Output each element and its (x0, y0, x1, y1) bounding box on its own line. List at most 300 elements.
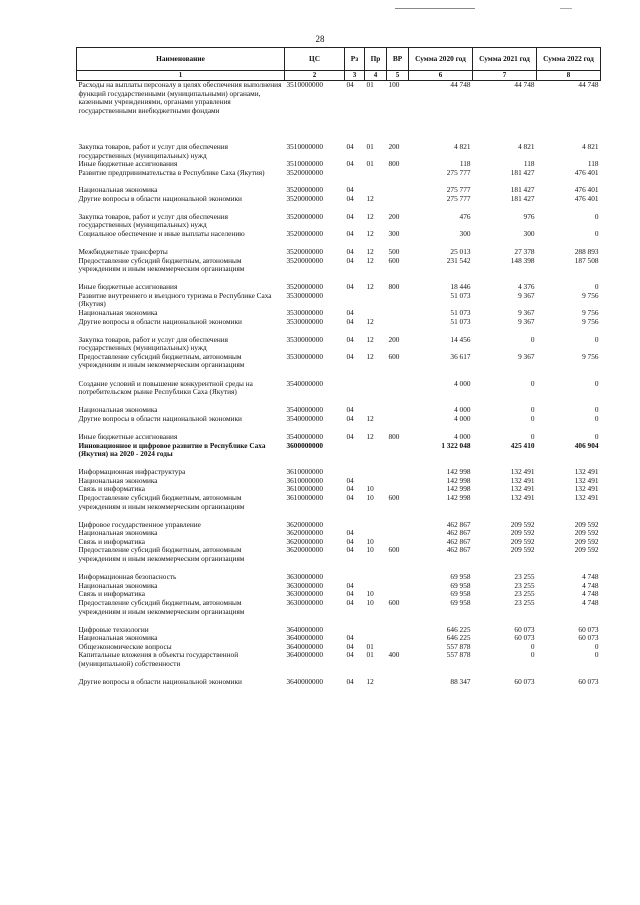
row-sum-2021: 9 367 (518, 317, 535, 326)
row-name: Предоставление субсидий бюджетным, автономным учреждениям и иным некоммерческим организациям (78, 256, 245, 274)
row-pr-code: 10 (366, 598, 374, 607)
row-pr-code (365, 380, 387, 397)
row-cs-code: 3530000000 (286, 352, 323, 361)
row-pr-code: 01 (366, 80, 374, 89)
header-row (77, 48, 601, 71)
row-spacer (77, 459, 601, 469)
row-pr-code: 12 (366, 212, 374, 221)
column-number: 1 (77, 71, 285, 81)
row-vr-code (387, 468, 409, 477)
row-sum-2022: 9 756 (582, 291, 599, 300)
row-rz-code (345, 626, 365, 635)
row-sum-2020: 462 867 (446, 537, 471, 546)
row-name: Закупка товаров, работ и услуг для обеспечения государственных (муниципальных) нужд (78, 212, 228, 230)
row-vr-code: 100 (388, 80, 400, 89)
row-sum-2022: 288 893 (574, 247, 599, 256)
table-row (77, 292, 601, 309)
row-sum-2020: 142 998 (446, 494, 471, 502)
row-cs-code: 3540000000 (286, 414, 323, 423)
row-sum-2020: 231 542 (446, 256, 471, 265)
row-name: Национальная экономика (78, 634, 158, 643)
row-sum-2022: 118 (587, 160, 599, 169)
row-vr-code: 800 (388, 283, 400, 292)
row-rz-code: 04 (346, 432, 354, 441)
header-rule (395, 8, 475, 9)
row-sum-2022: 0 (594, 212, 599, 221)
row-sum-2022: 9 756 (582, 352, 599, 361)
row-sum-2022: 4 821 (582, 143, 599, 151)
table-row (77, 283, 601, 292)
row-pr-code: 12 (366, 247, 374, 256)
row-pr-code (365, 309, 387, 318)
table-row (77, 573, 601, 582)
row-rz-code: 04 (346, 185, 354, 194)
row-name: Другие вопросы в области национальной экономики (78, 194, 242, 203)
row-rz-code: 04 (346, 229, 354, 238)
row-pr-code: 01 (366, 143, 374, 151)
row-rz-code: 04 (346, 256, 354, 265)
row-name: Информационная безопасность (78, 573, 177, 582)
row-cs-code: 3620000000 (286, 520, 323, 529)
table-row (77, 651, 601, 668)
row-cs-code: 3520000000 (286, 185, 323, 194)
row-sum-2020: 462 867 (446, 546, 471, 555)
row-sum-2021: 23 255 (514, 573, 535, 582)
column-number: 2 (285, 71, 345, 81)
row-sum-2021: 132 491 (510, 476, 535, 485)
row-name: Связь и информатика (78, 485, 145, 494)
spacer-cell (77, 459, 601, 469)
row-sum-2021: 0 (530, 335, 535, 344)
row-vr-code: 800 (388, 160, 400, 169)
table-row (77, 582, 601, 591)
row-cs-code: 3640000000 (286, 634, 323, 643)
row-name: Другие вопросы в области национальной экономики (78, 317, 242, 326)
row-cs-code: 3540000000 (286, 379, 323, 388)
spacer-cell (77, 564, 601, 574)
row-sum-2022: 60 073 (578, 625, 599, 634)
row-pr-code (365, 626, 387, 635)
row-sum-2022: 60 073 (578, 634, 599, 643)
row-sum-2021: 209 592 (510, 546, 535, 555)
row-sum-2022: 476 401 (574, 168, 599, 177)
row-cs-code: 3520000000 (286, 256, 323, 265)
row-pr-code: 01 (366, 651, 374, 660)
row-sum-2020: 4 821 (454, 143, 471, 151)
table-row (77, 160, 601, 169)
row-cs-code: 3520000000 (286, 247, 323, 256)
row-vr-code: 500 (388, 247, 400, 256)
row-vr-code: 400 (388, 651, 400, 660)
row-name: Межбюджетные трансферты (78, 247, 168, 256)
row-sum-2020: 300 (459, 229, 471, 238)
table-body (77, 81, 601, 687)
row-sum-2022: 209 592 (574, 520, 599, 529)
row-rz-code: 04 (346, 80, 354, 89)
table-row (77, 195, 601, 204)
row-sum-2021: 209 592 (510, 537, 535, 546)
header-sum-2021: Сумма 2021 год (473, 48, 537, 71)
column-number: 6 (409, 71, 473, 81)
row-pr-code (365, 582, 387, 591)
row-rz-code: 04 (346, 143, 354, 151)
row-vr-code: 600 (388, 546, 400, 555)
table-row (77, 309, 601, 318)
row-spacer (77, 669, 601, 679)
row-sum-2022: 0 (594, 651, 599, 660)
row-sum-2020: 25 013 (450, 247, 471, 256)
row-rz-code: 04 (346, 537, 354, 546)
table-row (77, 257, 601, 274)
row-sum-2020: 44 748 (450, 80, 471, 89)
row-cs-code: 3640000000 (286, 625, 323, 634)
row-sum-2020: 1 322 048 (441, 441, 471, 450)
row-sum-2022: 132 491 (574, 476, 599, 485)
row-rz-code: 04 (346, 598, 354, 607)
row-sum-2020: 4 000 (454, 414, 471, 423)
row-pr-code: 12 (366, 352, 374, 361)
row-sum-2021: 181 427 (510, 185, 535, 194)
row-rz-code: 04 (346, 352, 354, 361)
header-vr: ВР (387, 48, 409, 71)
row-rz-code: 04 (346, 494, 354, 502)
row-name: Инновационное и цифровое развитие в Республике Саха (Якутия) на 2020 - 2024 годы (78, 441, 266, 459)
row-name: Общеэкономические вопросы (78, 642, 172, 651)
row-cs-code: 3620000000 (286, 529, 323, 538)
row-rz-code: 04 (346, 634, 354, 643)
row-name: Создание условий и повышение конкурентной среды на потребительском рынке Республики Саха (Якутия) (78, 379, 253, 397)
row-name: Другие вопросы в области национальной экономики (78, 678, 242, 687)
row-cs-code: 3640000000 (286, 642, 323, 651)
row-pr-code: 01 (366, 160, 374, 169)
row-vr-code (387, 538, 409, 547)
row-rz-code: 04 (346, 247, 354, 256)
column-number: 4 (365, 71, 387, 81)
row-sum-2021: 60 073 (514, 678, 535, 687)
row-sum-2022: 187 508 (574, 256, 599, 265)
row-pr-code (365, 529, 387, 538)
row-name: Предоставление субсидий бюджетным, автономным учреждениям и иным некоммерческим организациям (78, 494, 245, 511)
row-sum-2020: 4 000 (454, 406, 471, 415)
row-name: Цифровое государственное управление (78, 520, 201, 529)
row-sum-2021: 0 (530, 432, 535, 441)
row-sum-2021: 23 255 (514, 581, 535, 590)
row-spacer (77, 203, 601, 213)
row-rz-code (345, 573, 365, 582)
row-pr-code: 12 (366, 229, 374, 238)
row-rz-code: 04 (346, 590, 354, 599)
row-vr-code: 200 (388, 335, 400, 344)
table-row (77, 143, 601, 160)
row-vr-code: 600 (388, 494, 400, 502)
row-pr-code: 12 (366, 283, 374, 292)
spacer-cell (77, 203, 601, 213)
row-sum-2022: 0 (594, 283, 599, 292)
table-row (77, 406, 601, 415)
row-cs-code: 3640000000 (286, 651, 323, 660)
row-sum-2020: 88 347 (450, 678, 471, 687)
column-number-row (77, 71, 601, 81)
row-sum-2021: 0 (530, 642, 535, 651)
row-vr-code (387, 678, 409, 687)
row-vr-code (387, 477, 409, 486)
header-name: Наименование (77, 48, 285, 71)
row-sum-2021: 132 491 (510, 494, 535, 502)
table-row (77, 477, 601, 486)
row-rz-code: 04 (346, 678, 354, 687)
row-cs-code: 3520000000 (286, 212, 323, 221)
table-row (77, 353, 601, 370)
row-vr-code (387, 521, 409, 530)
row-pr-code (365, 468, 387, 477)
row-pr-code (365, 477, 387, 486)
row-sum-2022: 132 491 (574, 494, 599, 502)
row-sum-2021: 0 (530, 406, 535, 415)
row-cs-code: 3630000000 (286, 581, 323, 590)
row-vr-code (387, 485, 409, 494)
row-vr-code (387, 573, 409, 582)
row-sum-2022: 0 (594, 335, 599, 344)
row-cs-code: 3610000000 (286, 468, 323, 477)
table-row (77, 485, 601, 494)
row-vr-code (387, 292, 409, 309)
row-sum-2020: 275 777 (446, 185, 471, 194)
row-pr-code (365, 521, 387, 530)
row-pr-code (365, 169, 387, 186)
row-spacer (77, 423, 601, 433)
row-rz-code (345, 169, 365, 186)
row-sum-2020: 51 073 (450, 291, 471, 300)
column-number: 5 (387, 71, 409, 81)
row-sum-2020: 557 878 (446, 651, 471, 660)
row-sum-2022: 0 (594, 406, 599, 415)
row-sum-2022: 0 (594, 642, 599, 651)
row-name: Предоставление субсидий бюджетным, автономным учреждениям и иным некоммерческим организациям (78, 598, 245, 616)
row-sum-2022: 9 756 (582, 317, 599, 326)
row-pr-code (365, 634, 387, 643)
row-vr-code (387, 415, 409, 424)
row-sum-2021: 4 376 (518, 283, 535, 292)
row-name: Иные бюджетные ассигнования (78, 432, 178, 441)
row-cs-code: 3530000000 (286, 309, 323, 317)
row-rz-code: 04 (346, 414, 354, 423)
row-sum-2020: 462 867 (446, 520, 471, 529)
row-rz-code: 04 (346, 212, 354, 221)
row-pr-code (365, 186, 387, 195)
row-vr-code (387, 195, 409, 204)
row-sum-2020: 18 446 (450, 283, 471, 292)
row-sum-2020: 69 958 (450, 573, 471, 582)
row-pr-code: 01 (366, 642, 374, 651)
column-number: 7 (473, 71, 537, 81)
row-spacer (77, 397, 601, 407)
row-cs-code: 3630000000 (286, 590, 323, 599)
row-pr-code: 10 (366, 546, 374, 555)
row-sum-2021: 9 367 (518, 309, 535, 317)
row-vr-code (387, 186, 409, 195)
row-vr-code (387, 406, 409, 415)
row-vr-code (387, 643, 409, 652)
row-sum-2021: 44 748 (514, 80, 535, 89)
row-name: Расходы на выплаты персоналу в целях обеспечения выполнения функций государственными (муниципальными) органами, казенными учреждениями, органами управления государственными внебюджетными фондами (78, 80, 282, 115)
row-vr-code: 600 (388, 352, 400, 361)
table-row (77, 186, 601, 195)
row-cs-code: 3610000000 (286, 485, 323, 494)
row-pr-code (365, 406, 387, 415)
row-sum-2021: 60 073 (514, 634, 535, 643)
spacer-cell (77, 511, 601, 521)
row-name: Капитальные вложения в объекты государственной (муниципальной) собственности (78, 651, 239, 668)
row-sum-2022: 0 (594, 229, 599, 238)
row-cs-code: 3510000000 (286, 80, 323, 89)
row-rz-code: 04 (346, 406, 354, 415)
spacer-cell (77, 326, 601, 336)
table-row (77, 468, 601, 477)
row-rz-code: 04 (346, 283, 354, 292)
row-rz-code: 04 (346, 476, 354, 485)
row-rz-code: 04 (346, 317, 354, 326)
row-sum-2020: 4 000 (454, 379, 471, 388)
row-name: Национальная экономика (78, 529, 158, 538)
table-row (77, 169, 601, 186)
row-spacer (77, 511, 601, 521)
row-sum-2020: 476 (459, 212, 471, 221)
row-name: Закупка товаров, работ и услуг для обеспечения государственных (муниципальных) нужд (78, 143, 228, 160)
row-sum-2021: 132 491 (510, 468, 535, 477)
row-sum-2021: 23 255 (514, 590, 535, 599)
row-pr-code (365, 292, 387, 309)
header-rule-small (560, 8, 572, 9)
row-cs-code: 3530000000 (286, 291, 323, 300)
row-name: Другие вопросы в области национальной экономики (78, 414, 242, 423)
table-row (77, 318, 601, 327)
row-name: Национальная экономика (78, 185, 158, 194)
row-cs-code: 3530000000 (286, 317, 323, 326)
row-rz-code (345, 380, 365, 397)
column-number: 3 (345, 71, 365, 81)
row-sum-2020: 557 878 (446, 642, 471, 651)
row-sum-2021: 118 (523, 160, 535, 169)
table-row (77, 678, 601, 687)
row-sum-2022: 9 756 (582, 309, 599, 317)
row-rz-code: 04 (346, 651, 354, 660)
row-rz-code: 04 (346, 485, 354, 494)
row-vr-code (387, 626, 409, 635)
row-sum-2020: 142 998 (446, 468, 471, 477)
row-cs-code: 3520000000 (286, 229, 323, 238)
row-sum-2022: 44 748 (578, 80, 599, 89)
row-rz-code (345, 442, 365, 459)
row-vr-code (387, 169, 409, 186)
spacer-cell (77, 370, 601, 380)
row-cs-code: 3630000000 (286, 598, 323, 607)
row-spacer (77, 370, 601, 380)
row-name: Связь и информатика (78, 590, 145, 599)
row-spacer (77, 274, 601, 284)
row-sum-2020: 14 456 (450, 335, 471, 344)
row-rz-code (345, 468, 365, 477)
row-sum-2020: 4 000 (454, 432, 471, 441)
row-sum-2020: 69 958 (450, 581, 471, 590)
row-spacer (77, 326, 601, 336)
row-name: Развитие внутреннего и въездного туризма в Республике Саха (Якутия) (78, 291, 272, 309)
row-vr-code: 200 (388, 143, 400, 151)
row-vr-code (387, 380, 409, 397)
row-sum-2020: 142 998 (446, 485, 471, 494)
table-row (77, 433, 601, 442)
row-spacer (77, 616, 601, 626)
row-sum-2022: 60 073 (578, 678, 599, 687)
row-vr-code (387, 442, 409, 459)
table-row (77, 336, 601, 353)
table-row (77, 380, 601, 397)
row-sum-2022: 476 401 (574, 194, 599, 203)
row-rz-code: 04 (346, 309, 354, 317)
row-sum-2022: 132 491 (574, 485, 599, 494)
row-sum-2021: 976 (523, 212, 535, 221)
header-pr: Пр (365, 48, 387, 71)
row-pr-code: 12 (366, 432, 374, 441)
row-cs-code: 3620000000 (286, 537, 323, 546)
row-sum-2021: 23 255 (514, 598, 535, 607)
row-cs-code: 3530000000 (286, 335, 323, 344)
row-sum-2022: 476 401 (574, 185, 599, 194)
table-row (77, 415, 601, 424)
row-sum-2021: 209 592 (510, 529, 535, 538)
spacer-cell (77, 397, 601, 407)
row-vr-code (387, 318, 409, 327)
table-row (77, 494, 601, 511)
row-sum-2022: 0 (594, 379, 599, 388)
header-sum-2020: Сумма 2020 год (409, 48, 473, 71)
spacer-cell (77, 423, 601, 433)
table-row (77, 230, 601, 239)
header-cs: ЦС (285, 48, 345, 71)
spacer-cell (77, 669, 601, 679)
row-rz-code: 04 (346, 194, 354, 203)
row-vr-code: 300 (388, 229, 400, 238)
row-cs-code: 3540000000 (286, 432, 323, 441)
table-row (77, 213, 601, 230)
spacer-cell (77, 238, 601, 248)
row-rz-code: 04 (346, 160, 354, 169)
table-row (77, 81, 601, 125)
row-pr-code: 12 (366, 317, 374, 326)
table-row (77, 546, 601, 563)
row-name: Иные бюджетные ассигнования (78, 160, 178, 169)
row-rz-code: 04 (346, 335, 354, 344)
row-vr-code (387, 529, 409, 538)
table-row (77, 248, 601, 257)
row-pr-code: 10 (366, 485, 374, 494)
row-pr-code: 12 (366, 256, 374, 265)
table-row (77, 442, 601, 459)
row-spacer (77, 238, 601, 248)
row-sum-2022: 4 748 (582, 573, 599, 582)
row-vr-code: 600 (388, 598, 400, 607)
row-sum-2020: 36 617 (450, 352, 471, 361)
row-sum-2022: 406 904 (574, 441, 599, 450)
row-sum-2022: 0 (594, 414, 599, 423)
row-sum-2021: 132 491 (510, 485, 535, 494)
row-sum-2022: 4 748 (582, 581, 599, 590)
table-row (77, 626, 601, 635)
row-sum-2022: 4 748 (582, 590, 599, 599)
spacer-cell (77, 274, 601, 284)
row-pr-code: 12 (366, 414, 374, 423)
row-cs-code: 3610000000 (286, 494, 323, 502)
row-name: Связь и информатика (78, 537, 145, 546)
